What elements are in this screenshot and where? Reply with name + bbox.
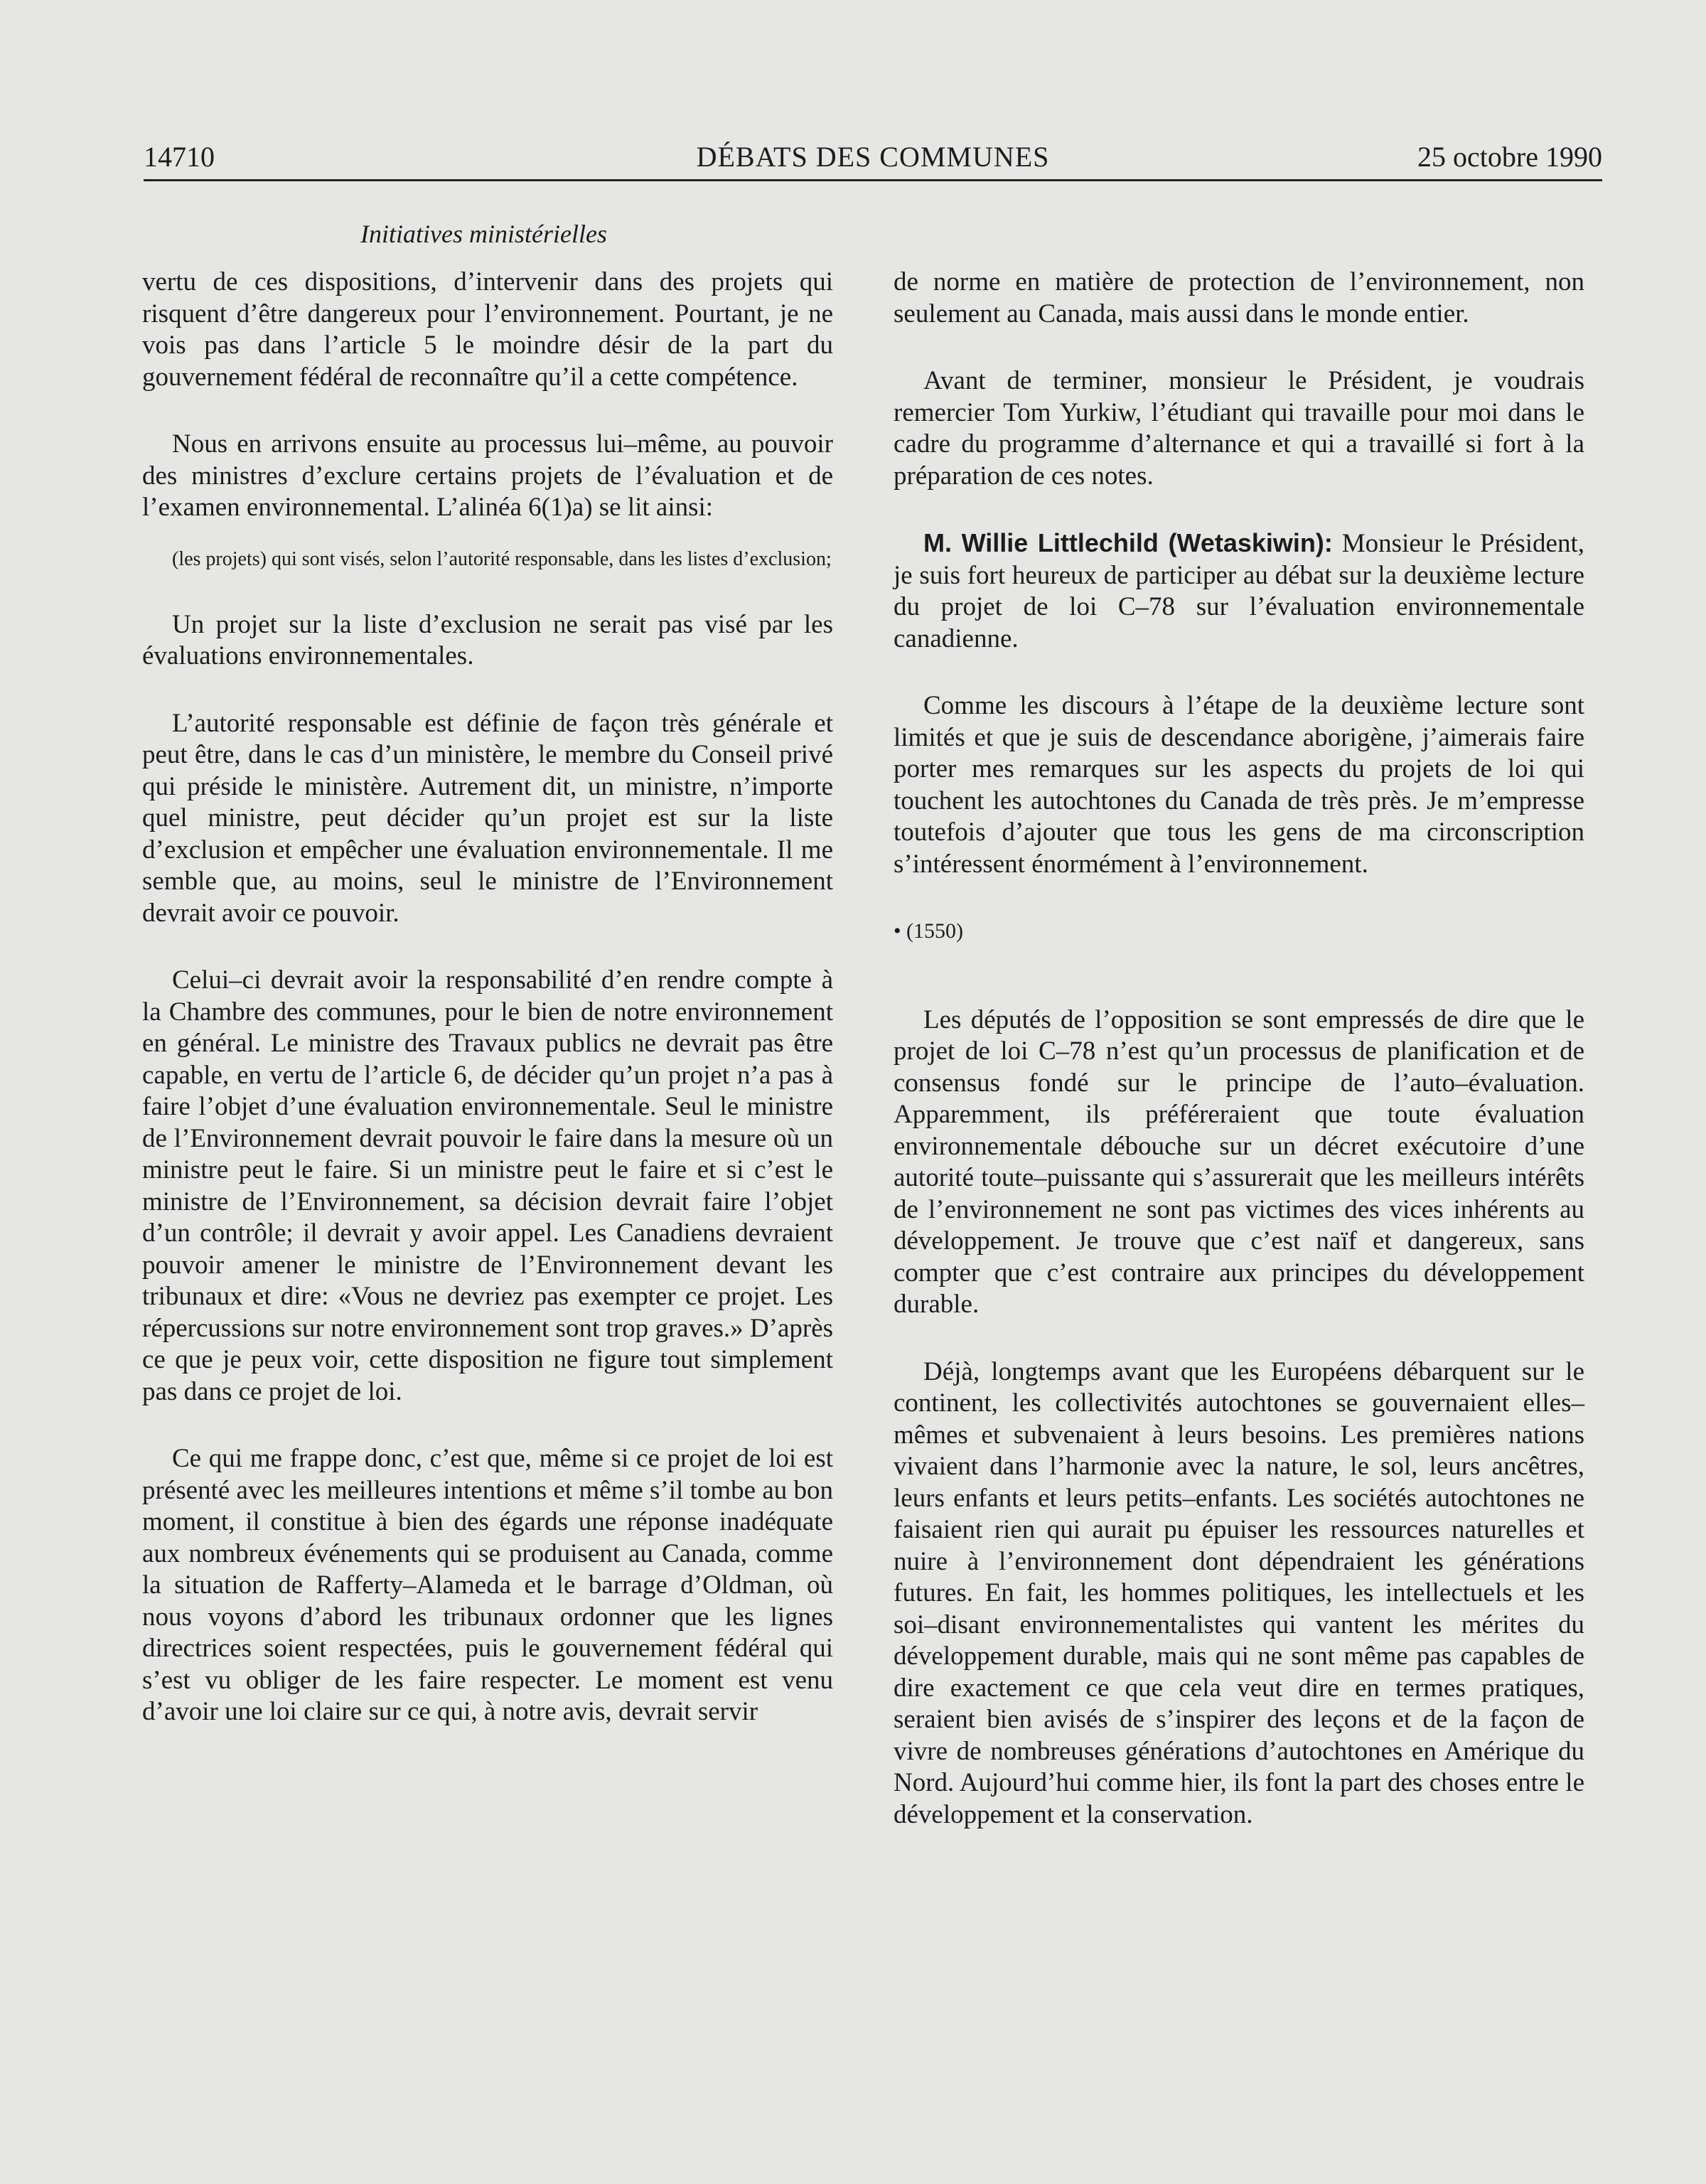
paragraph: Avant de terminer, monsieur le Président, je voudrais remercier Tom Yurkiw, l’étudiant qui travaille pour moi dans le cadre du programme d’alternance et qui a travaillé si fort à la préparation de ces notes. <box>894 366 1584 491</box>
speaker-paragraph <box>894 528 1584 655</box>
paragraph: Celui–ci devrait avoir la responsabilité d’en rendre compte à la Chambre des communes, pour le bien de notre environnement en général. Le ministre des Travaux publics ne devrait pas être capable, en vertu de l’article 6, de décider qu’un projet n’a pas à faire l’objet d’une évaluation environnementale. Seul le ministre de l’Environnement devrait pouvoir le faire dans la mesure où un ministre peut le faire. Si un ministre peut le faire et si c’est le ministre de l’Environnement, sa décision devrait faire l’objet d’un contrôle; il devrait y avoir appel. Les Canadiens devraient pouvoir amener le ministre de l’Environnement devant les tribunaux et dire: «Vous ne devriez pas exempter ce projet. Les répercussions sur notre environnement sont trop graves.» D’après ce que je peux voir, cette disposition ne figure tout simplement pas dans ce projet de loi. <box>142 965 834 1406</box>
header-rule <box>144 179 1602 181</box>
paragraph: Les députés de l’opposition se sont empressés de dire que le projet de loi C–78 n’est qu’un processus de planification et de consensus fondé sur le principe de l’auto–évaluation. Apparemment, ils préféreraient que toute évaluation environnementale débouche sur un décret exécutoire d’une autorité toute–puissante qui s’assurerait que les meilleurs intérêts de l’environnement ne sont pas victimes des vices inhérents au développement. Je trouve que c’est naïf et dangereux, sans compter que c’est contraire aux principes du développement durable. <box>894 1005 1584 1319</box>
page-number: 14710 <box>144 141 215 173</box>
publication-date: 25 octobre 1990 <box>1417 141 1602 173</box>
left-column <box>142 267 833 1764</box>
speaker-name: M. Willie Littlechild (Wetaskiwin): <box>923 528 1333 557</box>
paragraph: Comme les discours à l’étape de la deuxième lecture sont limités et que je suis de descendance aborigène, j’aimerais faire porter mes remarques sur les aspects du projets de loi qui touchent les autochtones du Canada de très près. Je m’empresse toutefois d’ajouter que tous les gens de ma circonscription s’intéressent énormément à l’environnement. <box>894 691 1584 879</box>
paragraph: Nous en arrivons ensuite au processus lui–même, au pouvoir des ministres d’exclure certains projets de l’évaluation et de l’examen environnemental. L’alinéa 6(1)a) se lit ainsi: <box>142 429 833 522</box>
right-column <box>894 267 1584 1866</box>
section-title: Initiatives ministérielles <box>360 220 607 248</box>
paragraph: Déjà, longtemps avant que les Européens débarquent sur le continent, les collectivités autochtones se gouvernaient elles–mêmes et subvenaient à leurs besoins. Les premières nations vivaient dans l’harmonie avec la nature, le sol, leurs ancêtres, leurs enfants et leurs petits–enfants. Les sociétés autochtones ne faisaient rien qui aurait pu épuiser les ressources naturelles et nuire à l’environnement dont dépendraient les générations futures. En fait, les hommes politiques, les intellectuels et les soi–disant environnementalistes qui vantent les mérites du développement durable, mais qui ne sont même pas capables de dire exactement ce que cela veut dire en termes pratiques, seraient bien avisés de s’inspirer des leçons et de la façon de vivre de nombreuses générations d’autochtones en Amérique du Nord. Aujourd’hui comme hier, ils font la part des choses entre le développement et la conservation. <box>894 1356 1584 1829</box>
speech-text: Monsieur le Président, je suis fort heureux de participer au débat sur la deuxième lecture du projet de loi C–78 sur l’évaluation environnementale canadienne. <box>894 529 1584 653</box>
paragraph: Ce qui me frappe donc, c’est que, même si ce projet de loi est présenté avec les meilleures intentions et même s’il tombe au bon moment, il constitue à bien des égards une réponse inadéquate aux nombreux événements qui se produisent au Canada, comme la situation de Rafferty–Alameda et le barrage d’Oldman, où nous voyons d’abord les tribunaux ordonner que les lignes directrices soient respectées, puis le gouvernement fédéral qui s’est vu obliger de les faire respecter. Le moment est venu d’avoir une loi claire sur ce qui, à notre avis, devrait servir <box>142 1444 833 1726</box>
paragraph: vertu de ces dispositions, d’intervenir dans des projets qui risquent d’être dangereux pour l’environnement. Pourtant, je ne vois pas dans l’article 5 le moindre désir de la part du gouvernement fédéral de reconnaître qu’il a cette compétence. <box>142 267 833 392</box>
paragraph: L’autorité responsable est définie de façon très générale et peut être, dans le cas d’un ministère, le membre du Conseil privé qui préside le ministère. Autrement dit, un ministre, n’importe quel ministre, peut décider qu’un projet est sur la liste d’exclusion et empêcher une évaluation environnementale. Il me semble que, au moins, seul le ministre de l’Environnement devrait avoir ce pouvoir. <box>142 708 833 928</box>
paragraph: Un projet sur la liste d’exclusion ne serait pas visé par les évaluations environnementales. <box>142 609 833 670</box>
paragraph: de norme en matière de protection de l’environnement, non seulement au Canada, mais aussi dans le monde entier. <box>894 267 1584 328</box>
page-header <box>144 135 1602 179</box>
publication-title: DÉBATS DES COMMUNES <box>696 141 1050 173</box>
block-quote: (les projets) qui sont visés, selon l’autorité responsable, dans les listes d’exclusion; <box>172 547 832 570</box>
time-marker: • (1550) <box>894 919 963 943</box>
